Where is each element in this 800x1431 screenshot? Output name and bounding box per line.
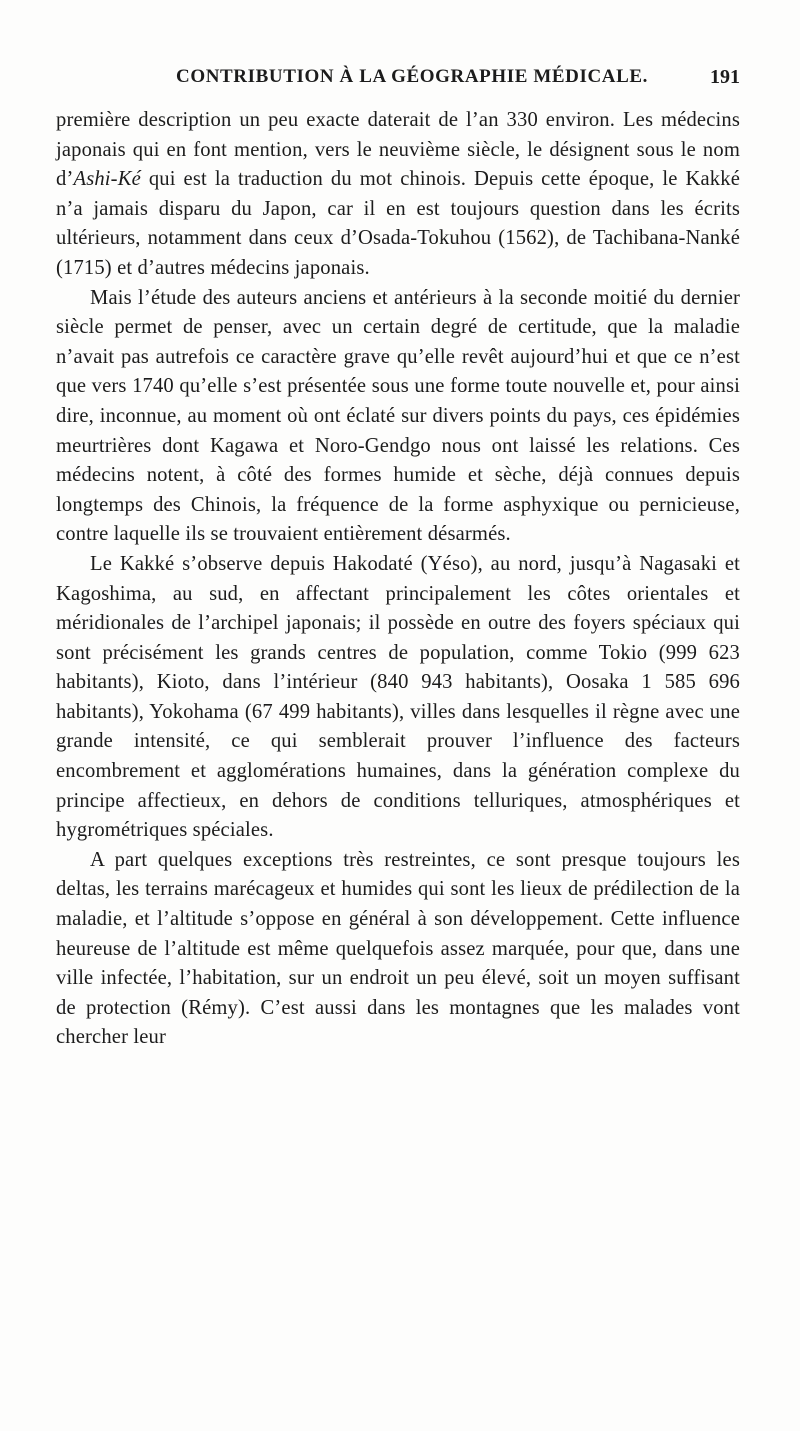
running-head — [56, 66, 740, 96]
running-title: CONTRIBUTION À LA GÉOGRAPHIE MÉDICALE. — [176, 66, 648, 87]
paragraph-4: A part quelques exceptions très restreintes, ce sont presque toujours les deltas, les terrains marécageux et humides qui sont les lieux de prédilection de la maladie, et l’altitude s’oppose en général à son développement. Cette influence heureuse de l’altitude est même quelquefois assez marquée, pour que, dans une ville infectée, l’habitation, sur un endroit un peu élevé, soit un moyen suffisant de protection (Rémy). C’est aussi dans les montagnes que les malades vont chercher leur — [56, 848, 740, 1049]
page-number: 191 — [710, 66, 740, 88]
paragraph-2: Mais l’étude des auteurs anciens et antérieurs à la seconde moitié du dernier siècle permet de penser, avec un certain degré de certitude, que la maladie n’avait pas autrefois ce caractère grave qu’elle revêt aujourd’hui et que ce n’est que vers 1740 qu’elle s’est présentée sous une forme toute nouvelle et, pour ainsi dire, inconnue, au moment où ont éclaté sur divers points du pays, ces épidémies meurtrières dont Kagawa et Noro-Gendgo nous ont laissé les relations. Ces médecins notent, à côté des formes humide et sèche, déjà connues depuis longtemps des Chinois, la fréquence de la forme asphyxique ou pernicieuse, contre laquelle ils se trouvaient entièrement désarmés. — [56, 286, 740, 546]
paragraph-1-italic-term: Ashi-Ké — [73, 168, 141, 191]
paragraph-3: Le Kakké s’observe depuis Hakodaté (Yéso), au nord, jusqu’à Nagasaki et Kagoshima, au sud, en affectant principalement les côtes orientales et méridionales de l’archipel japonais; il possède en outre des foyers spéciaux qui sont précisément les grands centres de population, comme Tokio (999 623 habitants), Kioto, dans l’intérieur (840 943 habitants), Oosaka 1 585 696 habitants), Yokohama (67 499 habitants), villes dans lesquelles il règne avec une grande intensité, ce qui semblerait prouver l’influence des facteurs encombrement et agglomérations humaines, dans la génération complexe du principe affectieux, en dehors de conditions telluriques, atmosphériques et hygrométriques spéciales. — [56, 552, 740, 842]
paragraph-1-text-end: qui est la traduction du mot chinois. Depuis cette époque, le Kakké n’a jamais disparu du Japon, car il en est toujours question dans les écrits ultérieurs, notamment dans ceux d’Osada-Tokuhou (1562), de Tachibana-Nanké (1715) et d’autres médecins japonais. — [56, 168, 740, 279]
paragraph-1 — [56, 106, 740, 284]
paragraph-1-text-start: première description un peu exacte daterait de l’an 330 environ. Les médecins japonais qui en font mention, vers le neuvième siècle, le désignent sous le nom d’ — [56, 109, 740, 191]
body-text — [56, 106, 740, 1053]
